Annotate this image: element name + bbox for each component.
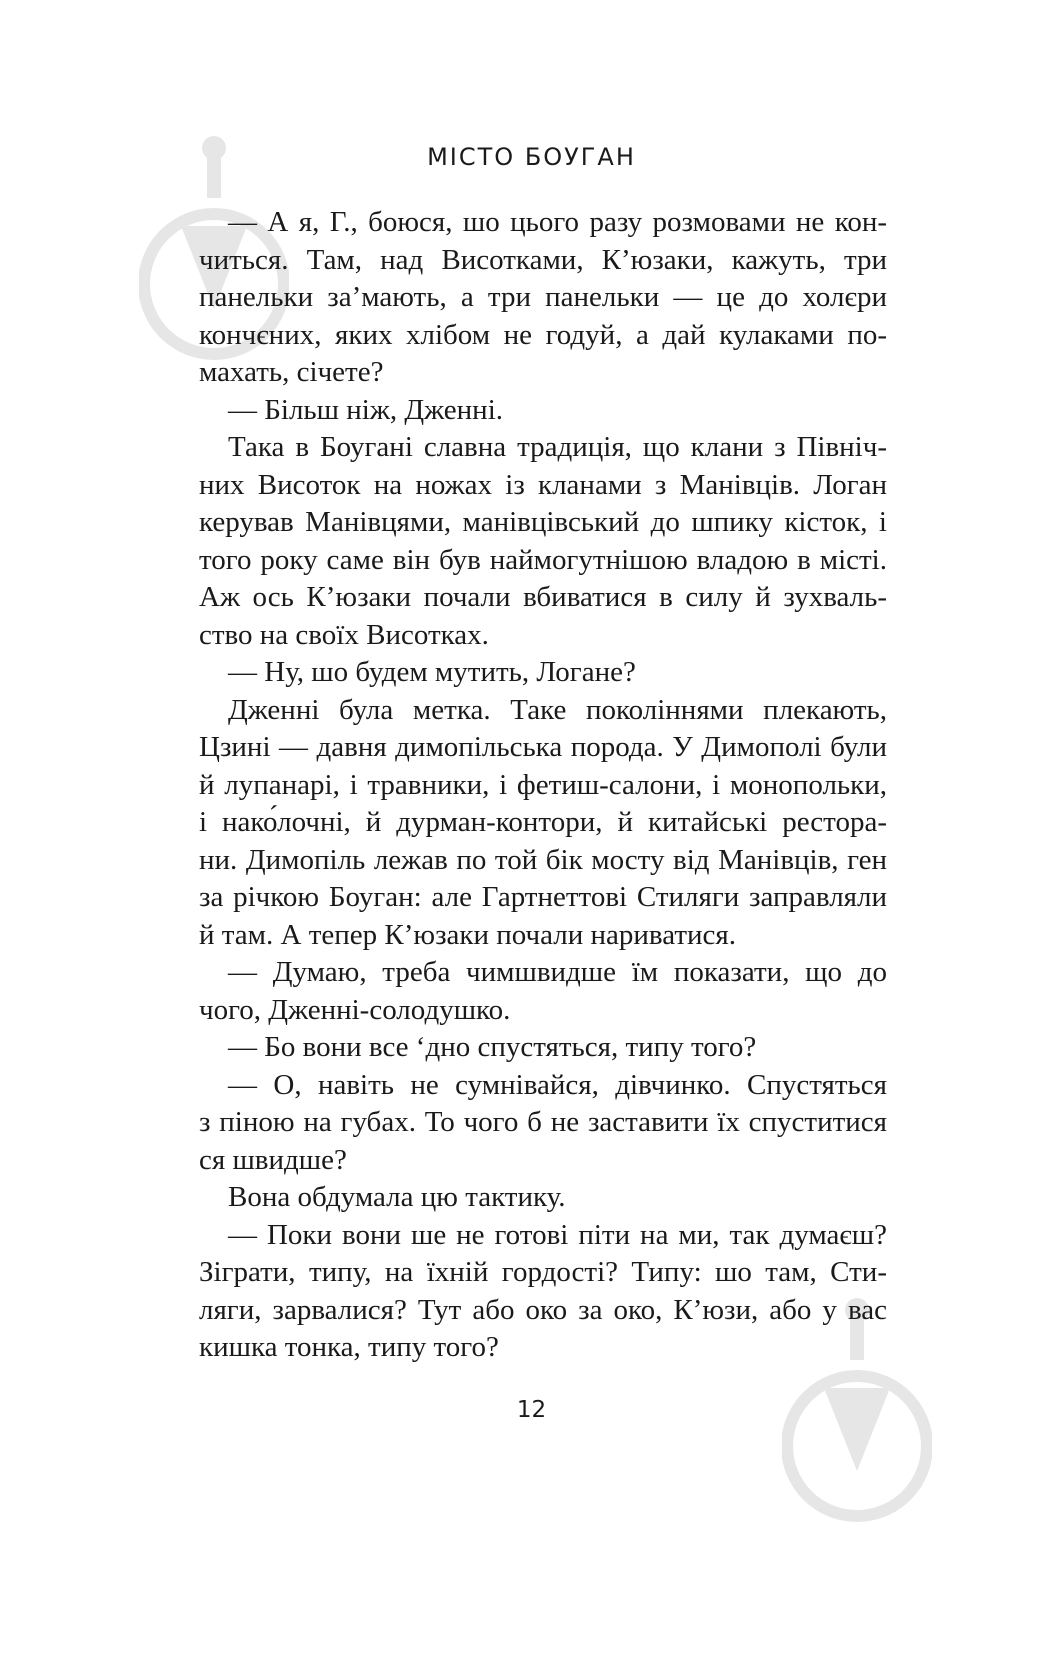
text-line: і нако́лочні, й дурман-контори, й китайські рестора- bbox=[199, 806, 887, 838]
text-line: Вона обдумала цю тактику. bbox=[228, 1181, 566, 1213]
text-line: — Поки вони ше не готові піти на ми, так думаєш? bbox=[228, 1218, 887, 1251]
text-line: кончєних, яких хлібом не годуй, а дай кулаками по- bbox=[199, 318, 887, 351]
text-line: з піною на губах. То чого б не заставити їх спуститися bbox=[199, 1106, 887, 1138]
body-text bbox=[199, 204, 887, 1367]
running-head: МІСТО БОУГАН bbox=[427, 143, 636, 171]
text-line: — Бо вони все ‘дно спустяться, типу того? bbox=[228, 1031, 757, 1063]
page-number: 12 bbox=[516, 1397, 547, 1423]
text-line: панельки за’мають, а три панельки — це до холєри bbox=[199, 281, 887, 313]
text-line: того року саме він був наймогутнішою владою в місті. bbox=[199, 543, 887, 576]
text-line: Аж ось К’юзаки почали вбиватися в силу й зухваль- bbox=[199, 581, 887, 613]
text-line: кишка тонка, типу того? bbox=[199, 1331, 499, 1363]
text-line: чого, Дженні-солодушко. bbox=[199, 993, 511, 1026]
text-line: Така в Боугані славна традиція, що клани з Північ- bbox=[228, 431, 887, 463]
text-line: й лупанарі, і травники, і фетиш-салони, і монопольки, bbox=[199, 768, 887, 801]
text-line: й там. А тепер К’юзаки почали нариватися. bbox=[199, 918, 736, 951]
text-line: них Висоток на ножах із кланами з Манівців. Логан bbox=[199, 468, 887, 501]
text-line: Зіграти, типу, на їхній гордості? Типу: шо там, Сти- bbox=[199, 1256, 887, 1288]
text-line: — Більш ніж, Дженні. bbox=[228, 393, 504, 426]
text-line: керував Манівцями, манівцівський до шпику кісток, і bbox=[199, 506, 887, 538]
text-line: Дженні була метка. Таке поколіннями плекають, bbox=[228, 693, 887, 726]
text-line: — Ну, шо будем мутить, Логане? bbox=[228, 656, 636, 688]
text-line: — О, навіть не сумнівайся, дівчинко. Спустяться bbox=[228, 1068, 887, 1101]
text-line: ся швидше? bbox=[199, 1143, 347, 1176]
text-line: за річкою Боуган: але Гартнеттові Стиляги заправляли bbox=[199, 881, 887, 913]
text-line: — Думаю, треба чимшвидше їм показати, що до bbox=[228, 956, 887, 988]
text-line: — А я, Г., боюся, шо цього разу розмовами не кон- bbox=[228, 206, 887, 238]
text-line: ни. Димопіль лежав по той бік мосту від Манівців, ген bbox=[199, 843, 887, 876]
text-line: ство на своїх Висотках. bbox=[199, 618, 489, 651]
text-line: ляги, зарвалися? Тут або око за око, К’юзи, або у вас bbox=[199, 1293, 887, 1326]
text-line: махать, січете? bbox=[199, 356, 384, 388]
text-line: Цзині — давня димопільська порода. У Димополі були bbox=[199, 731, 887, 763]
text-line: читься. Там, над Висотками, К’юзаки, кажуть, три bbox=[199, 243, 887, 276]
